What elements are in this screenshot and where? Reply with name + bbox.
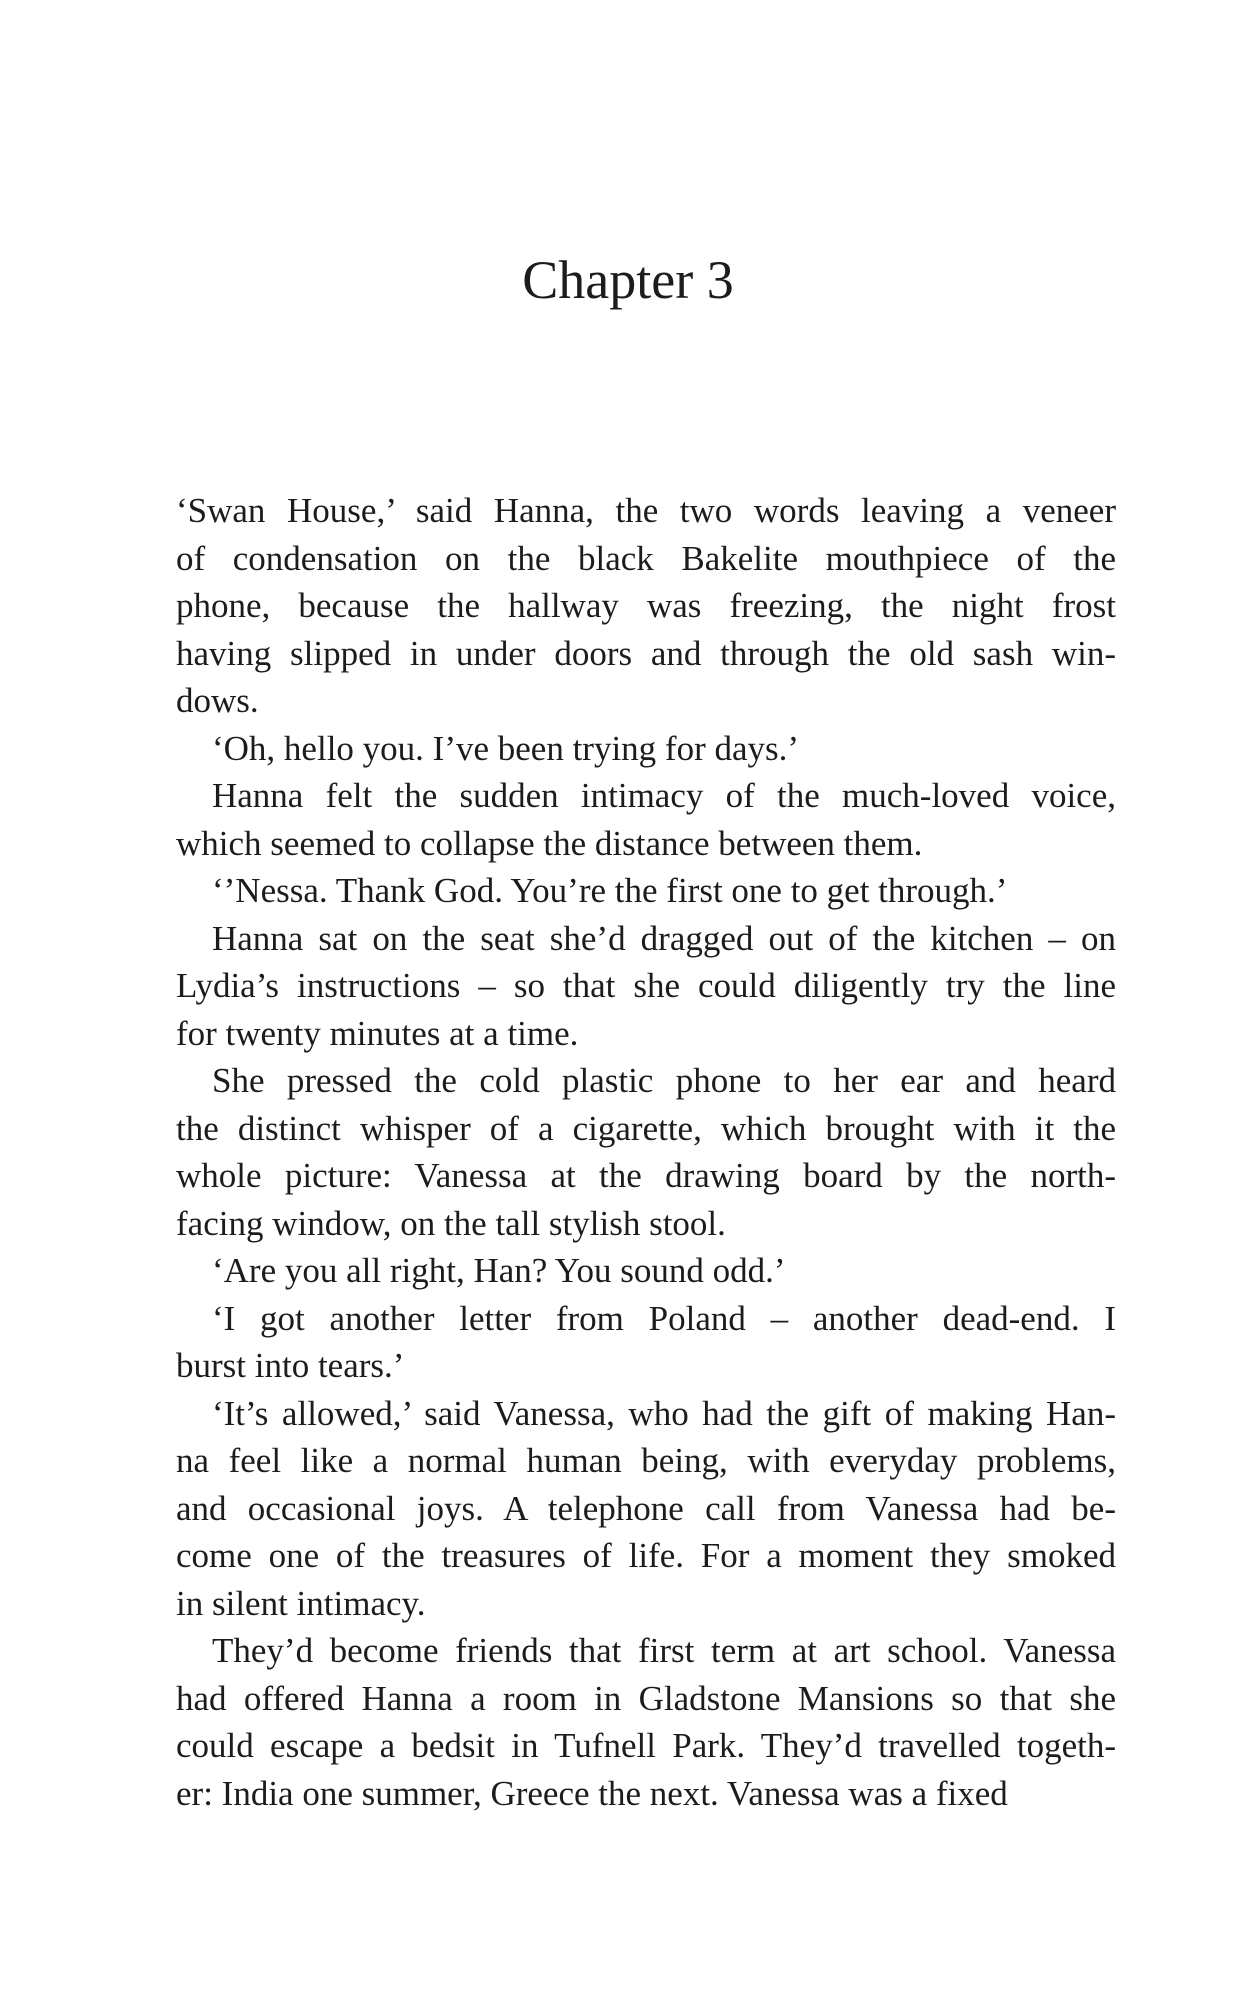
text-line: come one of the treasures of life. For a moment they smoked [176, 1536, 1116, 1575]
text-line: having slipped in under doors and through the old sash win- [176, 633, 1116, 673]
text-line: er: India one summer, Greece the next. Vanessa was a fixed [176, 1773, 1008, 1813]
chapter-title: Chapter 3 [522, 250, 734, 310]
text-line: They’d become friends that first term at art school. Vanessa [212, 1631, 1116, 1670]
paragraph [176, 867, 1116, 915]
paragraph [176, 772, 1116, 867]
text-line: ‘Swan House,’ said Hanna, the two words leaving a veneer [176, 491, 1116, 530]
paragraph [176, 487, 1116, 725]
text-line: na feel like a normal human being, with everyday problems, [176, 1441, 1116, 1480]
text-line: facing window, on the tall stylish stool. [176, 1203, 726, 1243]
text-line: in silent intimacy. [176, 1583, 426, 1623]
text-line: had offered Hanna a room in Gladstone Mansions so that she [176, 1678, 1116, 1718]
chapter-body [176, 487, 1116, 1817]
text-line: whole picture: Vanessa at the drawing board by the north- [176, 1156, 1116, 1195]
text-line: She pressed the cold plastic phone to her ear and heard [212, 1061, 1116, 1100]
text-line: Hanna sat on the seat she’d dragged out of the kitchen – on [212, 918, 1116, 958]
text-line: could escape a bedsit in Tufnell Park. They’d travelled togeth- [176, 1726, 1116, 1765]
text-line: and occasional joys. A telephone call from Vanessa had be- [176, 1488, 1116, 1528]
text-line: for twenty minutes at a time. [176, 1013, 579, 1053]
text-line: ‘I got another letter from Poland – another dead-end. I [212, 1298, 1116, 1338]
text-line: ‘It’s allowed,’ said Vanessa, who had the gift of making Han- [212, 1393, 1116, 1433]
paragraph [176, 1247, 1116, 1295]
text-line: burst into tears.’ [176, 1346, 405, 1385]
text-line: Hanna felt the sudden intimacy of the much-loved voice, [212, 776, 1116, 815]
paragraph [176, 1627, 1116, 1817]
text-line: dows. [176, 681, 259, 720]
paragraph [176, 1057, 1116, 1247]
text-line: ‘Oh, hello you. I’ve been trying for days.’ [212, 728, 800, 768]
text-line: phone, because the hallway was freezing, the night frost [176, 586, 1116, 625]
text-line: ‘’Nessa. Thank God. You’re the first one to get through.’ [212, 871, 1008, 910]
paragraph [176, 1295, 1116, 1390]
text-line: the distinct whisper of a cigarette, which brought with it the [176, 1108, 1116, 1148]
text-line: which seemed to collapse the distance between them. [176, 823, 923, 863]
text-line: ‘Are you all right, Han? You sound odd.’ [212, 1251, 786, 1290]
text-line: of condensation on the black Bakelite mouthpiece of the [176, 538, 1116, 578]
text-line: Lydia’s instructions – so that she could diligently try the line [176, 966, 1116, 1005]
paragraph [176, 1390, 1116, 1628]
paragraph [176, 725, 1116, 773]
paragraph [176, 915, 1116, 1058]
